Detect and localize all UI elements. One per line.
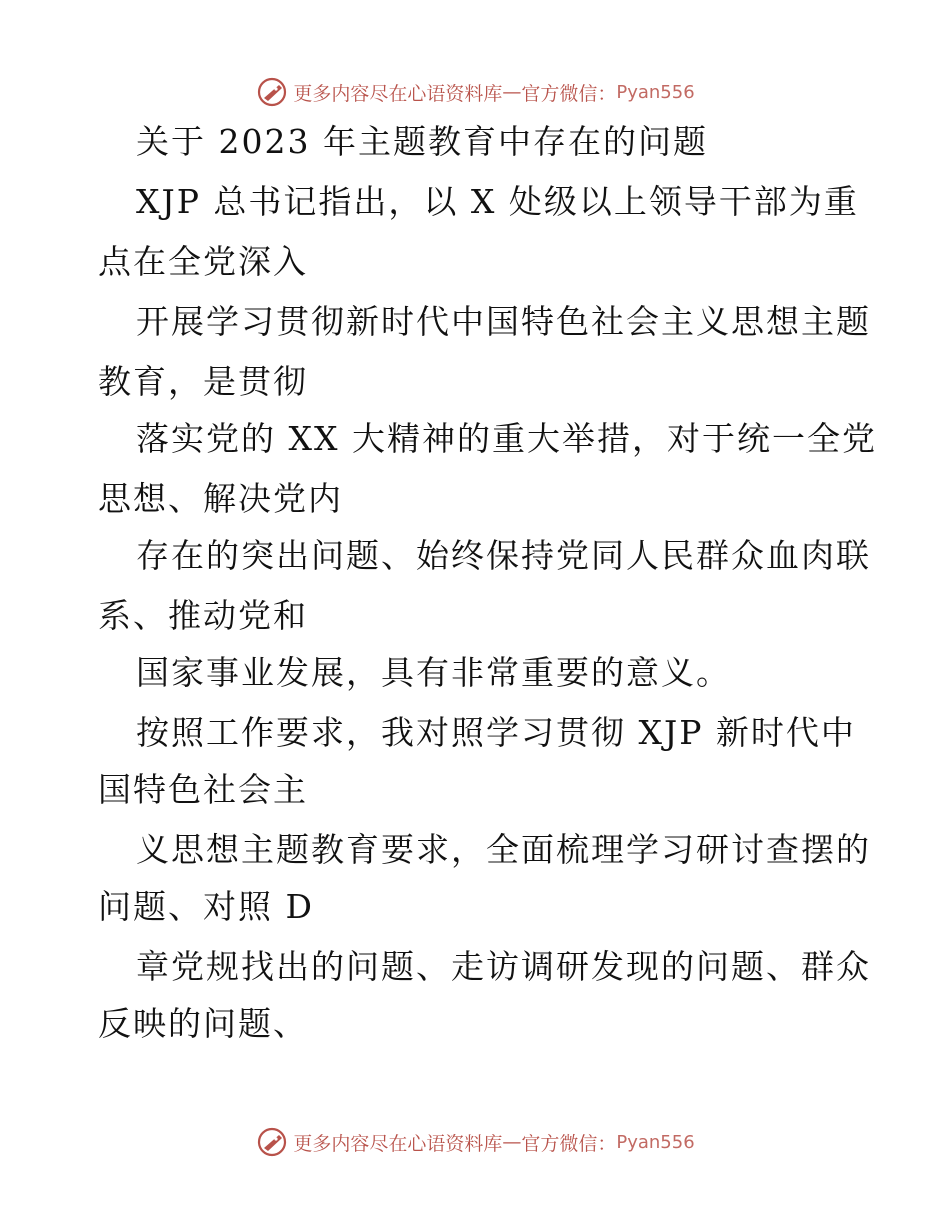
header-banner [0, 72, 950, 112]
doc-line: 系、推动党和 [98, 596, 308, 635]
doc-line: 关于 2023 年主题教育中存在的问题 [136, 122, 708, 161]
footer-banner [0, 1122, 950, 1162]
banner-text: 更多内容尽在心语资料库 [293, 82, 503, 105]
doc-line: 国家事业发展，具有非常重要的意义。 [136, 653, 731, 692]
banner-text: 更多内容尽在心语资料库 [293, 1132, 503, 1155]
doc-line: 国特色社会主 [98, 770, 308, 809]
pen-nib-logo-icon [255, 75, 289, 109]
doc-line: 思想、解决党内 [98, 479, 343, 518]
pen-nib-logo-icon [255, 1125, 289, 1159]
doc-line: 存在的突出问题、始终保持党同人民群众血肉联 [136, 536, 871, 575]
doc-line: 按照工作要求，我对照学习贯彻 XJP 新时代中 [136, 713, 856, 752]
doc-line: 章党规找出的问题、走访调研发现的问题、群众 [136, 947, 871, 986]
doc-line: 教育，是贯彻 [98, 362, 308, 401]
doc-line: 义思想主题教育要求，全面梳理学习研讨查摆的 [136, 830, 871, 869]
doc-line: 开展学习贯彻新时代中国特色社会主义思想主题 [136, 302, 871, 341]
doc-line: 问题、对照 D [98, 887, 314, 926]
doc-line: 点在全党深入 [98, 242, 308, 281]
banner-dash: — [502, 1131, 522, 1153]
banner-wechat-id: Pyan556 [616, 81, 695, 103]
banner-dash: — [502, 81, 522, 103]
doc-line: 反映的问题、 [98, 1004, 308, 1043]
banner-wechat-id: Pyan556 [616, 1131, 695, 1153]
doc-line: XJP 总书记指出，以 X 处级以上领导干部为重 [136, 182, 859, 221]
doc-line: 落实党的 XX 大精神的重大举措，对于统一全党 [136, 419, 877, 458]
banner-wechat-label: 官方微信： [521, 1132, 617, 1155]
banner-wechat-label: 官方微信： [521, 82, 617, 105]
